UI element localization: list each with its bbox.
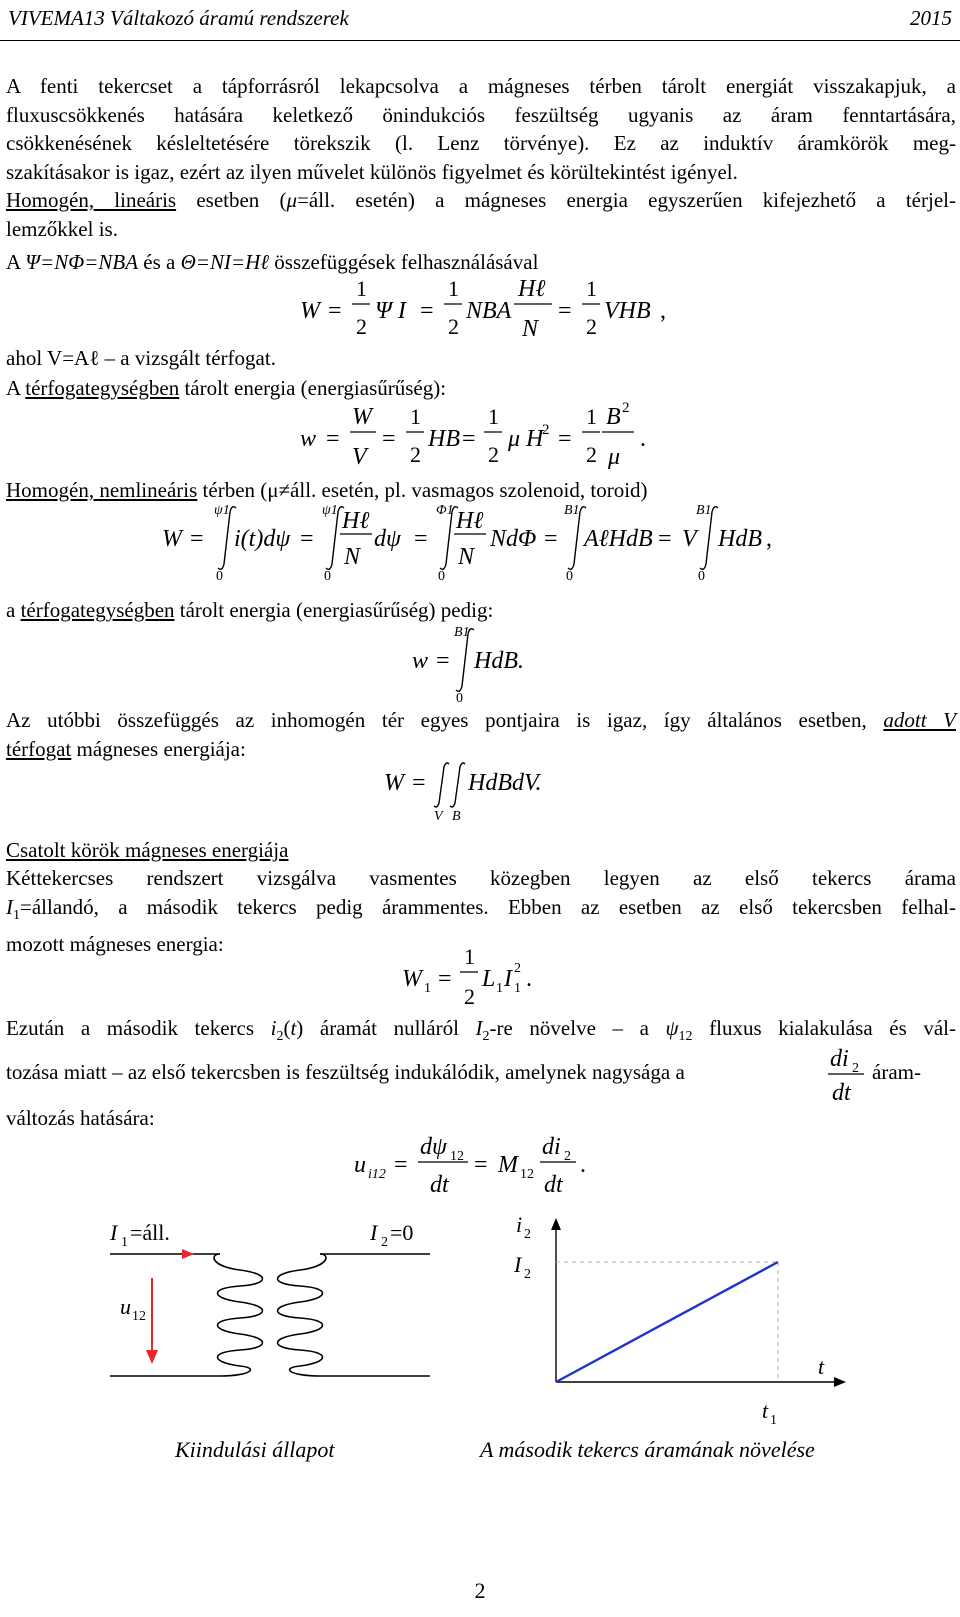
upper-limit: ψ1 <box>322 503 338 518</box>
sub: 12 <box>132 1309 146 1324</box>
sub: 1 <box>770 1413 777 1428</box>
sub: 1 <box>121 1235 128 1250</box>
header-title: VIVEMA13 Váltakozó áramú rendszerek <box>8 6 349 30</box>
text: összefüggések felhasználásával <box>269 250 539 274</box>
i1: I <box>6 894 13 919</box>
nba: NBA <box>466 298 512 324</box>
den-mu: μ <box>608 444 621 470</box>
den-v: V <box>352 444 367 470</box>
dpsi: dψ <box>420 1134 447 1160</box>
sub: 1 <box>424 981 431 996</box>
eq-sign: = <box>382 426 396 452</box>
right-coil <box>278 1254 326 1376</box>
equation-induced <box>352 1130 632 1206</box>
text: -re növelve – a <box>489 1016 666 1040</box>
eq-lhs: u <box>354 1152 366 1178</box>
paragraph-homogeneous-linear <box>6 186 956 243</box>
heading-coupled-circuits: Csatolt körök mágneses energiája <box>6 838 289 862</box>
current-arrow <box>182 1249 194 1259</box>
text: A <box>6 376 26 400</box>
sub: 1 <box>514 981 521 996</box>
section-heading <box>6 836 956 864</box>
caption-left: Kiindulási állapot <box>175 1437 335 1462</box>
label-i2: I <box>370 1220 378 1245</box>
sub: 12 <box>520 1167 534 1182</box>
hl: Hℓ <box>342 508 370 534</box>
text: =állandó, a második tekercs pedig árammentes. Ebben az esetben az első tekercsben felhal- <box>20 894 956 919</box>
comma: , <box>766 526 772 552</box>
den: 2 <box>410 442 421 467</box>
eq-sign: = <box>436 648 450 674</box>
eq-sign: = <box>300 526 314 552</box>
m: M <box>498 1152 518 1178</box>
sq: 2 <box>542 422 550 438</box>
text: Ezután a második tekercs <box>6 1016 271 1040</box>
dpsi: dψ <box>374 526 401 552</box>
text: áram- <box>872 1060 921 1084</box>
figure-coupled-coils <box>90 1210 470 1420</box>
text-line: mozott mágneses energia: <box>6 932 224 957</box>
den: 2 <box>586 314 597 339</box>
text-line: szakításakor is igaz, ezért az ilyen művelet különös figyelmet és körültekintést igényel. <box>6 159 738 184</box>
mu: μ <box>508 426 521 452</box>
num: 1 <box>464 944 475 969</box>
upper-limit: B1 <box>564 503 580 518</box>
term-homogeneous-linear: Homogén, lineáris <box>6 188 177 212</box>
eq-sign: = <box>558 426 572 452</box>
page-header <box>0 0 960 41</box>
density-intro <box>6 374 956 402</box>
term-homogeneous-nonlinear: Homogén, nemlineáris <box>6 478 198 502</box>
sub: 2 <box>564 1149 571 1164</box>
dt: dt <box>544 1172 563 1198</box>
eq-sign: = <box>558 298 572 324</box>
sub: 12 <box>450 1149 464 1164</box>
term-volume-unit: térfogategységben <box>20 598 175 622</box>
eq-sign: = <box>412 770 426 796</box>
dot: . <box>640 426 646 452</box>
dt: dt <box>430 1172 449 1198</box>
equation-w1 <box>400 942 560 1018</box>
eq-lhs: W <box>300 298 320 324</box>
hl: Hℓ <box>518 276 546 302</box>
eq-sign: = <box>544 526 558 552</box>
equation-nonlinear <box>160 502 800 582</box>
num: 1 <box>356 276 367 301</box>
text: A <box>6 250 26 274</box>
axis-label-i2: i <box>516 1212 523 1237</box>
upper-limit: B1 <box>696 503 712 518</box>
eq-sign: = <box>474 1152 488 1178</box>
text: esetben ( <box>176 188 287 212</box>
label-i2-rest: =0 <box>390 1220 414 1245</box>
term-given-v: adott V <box>883 708 956 732</box>
figure-current-ramp <box>500 1200 880 1430</box>
num-b: B <box>606 404 621 430</box>
num: 1 <box>488 404 499 429</box>
label-i2-level: I <box>514 1252 522 1277</box>
text: mágneses energiája: <box>71 736 246 761</box>
psi-i: Ψ I <box>375 298 406 324</box>
it-dpsi: i(t)dψ <box>234 526 291 552</box>
text-line: csökkenésének késleltetésére törekszik (l. Lenz törvénye). Ez az induktív áramkörök meg- <box>6 131 956 155</box>
eq-sign: = <box>658 526 672 552</box>
num-w: W <box>352 404 372 430</box>
paragraph-inhomogeneous <box>6 706 956 763</box>
alhdb: AℓHdB <box>584 526 653 552</box>
sub: 2 <box>852 1061 859 1076</box>
homogeneous-nonlinear-line <box>6 476 956 504</box>
l: L <box>482 966 496 992</box>
sub-b: B <box>452 809 461 820</box>
mu-symbol: μ <box>286 188 298 212</box>
eq-sign: = <box>328 298 342 324</box>
v: V <box>682 526 697 552</box>
den: 2 <box>464 984 475 1009</box>
di: di <box>542 1134 561 1160</box>
text-line: változás hatására: <box>6 1106 155 1130</box>
eq-sign: = <box>414 526 428 552</box>
label-u12: u <box>120 1294 131 1319</box>
formula-theta: Θ=NI=Hℓ <box>180 250 270 274</box>
caption-right: A második tekercs áramának növelése <box>480 1437 815 1462</box>
eq-lhs: W <box>162 526 182 552</box>
sq: 2 <box>622 400 630 416</box>
n: N <box>522 316 539 342</box>
text: a <box>6 598 21 622</box>
paragraph-second-coil: Ezután a második tekercs $i_2(t)$ áramát nulláról $I_2-re$ növelve – a $\psi_{12}$ fluxus kialakulása és vál- <box>6 1016 956 1045</box>
equation-volume <box>382 760 582 820</box>
text-line: A fenti tekercset a tápforrásról lekapcsolva a mágneses térben tárolt energiát visszakapjuk, a <box>6 74 956 98</box>
den: 2 <box>356 314 367 339</box>
lower-limit: 0 <box>324 569 331 582</box>
text-line: tozása miatt – az első tekercsben is feszültség indukálódik, amelynek nagysága a <box>6 1060 685 1084</box>
term-volume: térfogat <box>6 736 72 761</box>
arrow-head <box>146 1350 158 1364</box>
term-volume-unit: térfogategységben <box>25 376 180 400</box>
ndphi: NdΦ <box>490 526 537 552</box>
fraction-di2-dt <box>826 1040 870 1106</box>
eq-sign: = <box>394 1152 408 1178</box>
dot: . <box>580 1152 586 1178</box>
num: 1 <box>410 404 421 429</box>
upper-limit: ψ1 <box>214 503 230 518</box>
formula-psi: Ψ=NΦ=NBA <box>25 250 139 274</box>
hb: HB <box>428 426 460 452</box>
num: 1 <box>586 276 597 301</box>
upper-limit: B1 <box>454 626 470 640</box>
eq-sign: = <box>326 426 340 452</box>
paragraph-lenz <box>6 72 956 186</box>
text: tárolt energia (energiasűrűség): <box>179 376 447 400</box>
sub: 1 <box>13 907 20 923</box>
comma: , <box>660 298 666 324</box>
density-intro2 <box>6 596 956 624</box>
dt: dt <box>832 1080 851 1106</box>
den: 2 <box>586 442 597 467</box>
sub: 1 <box>496 981 503 996</box>
eq-sign: = <box>420 298 434 324</box>
text: fluxus kialakulása és vál- <box>692 1016 956 1040</box>
den: 2 <box>448 314 459 339</box>
text-line: fluxuscsökkenés hatására keletkező önindukciós feszültség ugyanis az áram fenntartására, <box>6 102 956 127</box>
volume-note: ahol V=Aℓ – a vizsgált térfogat. <box>6 346 276 370</box>
eq-lhs: W <box>402 966 422 992</box>
left-coil <box>214 1254 262 1376</box>
hdb: HdB. <box>474 648 524 674</box>
hl: Hℓ <box>456 508 484 534</box>
den: 2 <box>488 442 499 467</box>
lower-limit: 0 <box>438 569 445 582</box>
sub-v: V <box>434 809 443 820</box>
n: N <box>458 544 475 570</box>
eq-lhs: w <box>300 426 317 452</box>
upper-limit: Φ1 <box>436 503 454 518</box>
label-t1: t <box>762 1398 769 1423</box>
vhb: VHB <box>604 298 651 324</box>
num: 1 <box>586 404 597 429</box>
text: és a <box>138 250 181 274</box>
ramp-line <box>556 1262 778 1382</box>
equation-energy <box>290 272 670 344</box>
page-number: 2 <box>474 1578 486 1603</box>
text: =áll. esetén) a mágneses energia egyszerűen kifejezhető a térjel- <box>297 188 956 212</box>
header-year: 2015 <box>910 6 952 30</box>
num: 1 <box>448 276 459 301</box>
eq-sign: = <box>438 966 452 992</box>
text: Az utóbbi összefüggés az inhomogén tér egyes pontjaira is igaz, így általános esetben, <box>6 708 884 732</box>
y-axis-arrow <box>551 1218 561 1230</box>
integral-sign <box>434 763 449 807</box>
text-line: Kéttekercses rendszert vizsgálva vasmentes közegben legyen az első tekercs árama <box>6 866 956 890</box>
eq-sign: = <box>462 426 476 452</box>
sub: 2 <box>524 1227 531 1242</box>
dot: . <box>526 966 532 992</box>
lower-limit: 0 <box>566 569 573 582</box>
eq-sign: = <box>190 526 204 552</box>
integral-sign <box>450 763 465 807</box>
n: N <box>344 544 361 570</box>
label-i1-rest: =áll. <box>130 1220 170 1245</box>
hdb: HdB <box>718 526 762 552</box>
sub: 2 <box>524 1267 531 1282</box>
sub: 2 <box>381 1235 388 1250</box>
equation-density2 <box>410 626 550 706</box>
lower-limit: 0 <box>216 569 223 582</box>
eq-lhs: w <box>412 648 429 674</box>
h: H <box>526 426 544 452</box>
x-axis-arrow <box>834 1377 846 1387</box>
text: tárolt energia (energiasűrűség) pedig: <box>174 598 494 622</box>
hdbdv: HdBdV. <box>468 770 542 796</box>
axis-label-t: t <box>818 1354 825 1379</box>
i: I <box>504 966 512 992</box>
eq-lhs: W <box>384 770 404 796</box>
text: térben (μ≠áll. esetén, pl. vasmagos szolenoid, toroid) <box>197 478 648 502</box>
lower-limit: 0 <box>698 569 705 582</box>
sq: 2 <box>514 961 521 976</box>
text: áramát nulláról <box>303 1016 476 1040</box>
di: di <box>830 1046 849 1072</box>
sub: i12 <box>368 1167 386 1182</box>
equation-density <box>296 400 656 478</box>
text-line: lemzőkkel is. <box>6 216 118 241</box>
lower-limit: 0 <box>456 691 463 706</box>
label-i1: I <box>110 1220 118 1245</box>
